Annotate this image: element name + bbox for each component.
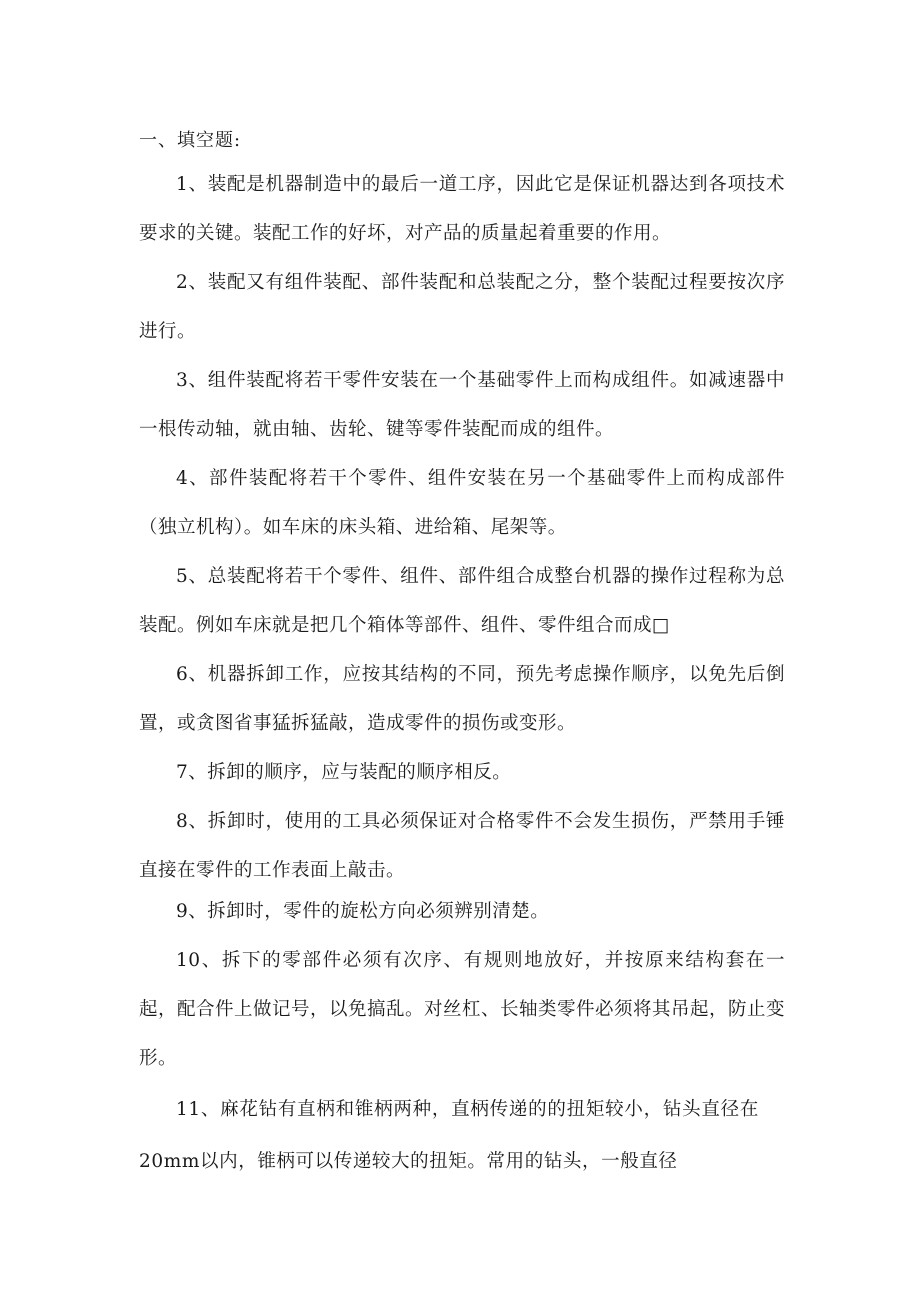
paragraph-6: 6、机器拆卸工作，应按其结构的不同，预先考虑操作顺序，以免先后倒置，或贪图省事猛拆猛敲，造成零件的损伤或变形。 bbox=[139, 664, 785, 734]
paragraph-1: 1、装配是机器制造中的最后一道工序，因此它是保证机器达到各项技术要求的关键。装配工作的好坏，对产品的质量起着重要的作用。 bbox=[139, 174, 785, 244]
paragraph-11: 11、麻花钻有直柄和锥柄两种，直柄传递的的扭矩较小，钻头直径在20mm以内，锥柄可以传递较大的扭矩。常用的钻头，一般直径 bbox=[139, 1099, 759, 1172]
paragraph-10: 10、拆下的零部件必须有次序、有规则地放好，并按原来结构套在一起，配合件上做记号，以免搞乱。对丝杠、长轴类零件必须将其吊起，防止变形。 bbox=[139, 950, 786, 1069]
paragraph-3: 3、组件装配将若干零件安装在一个基础零件上而构成组件。如减速器中一根传动轴，就由轴、齿轮、键等零件装配而成的组件。 bbox=[139, 370, 785, 440]
paragraph-9: 9、拆卸时，零件的旋松方向必须辨别清楚。 bbox=[176, 901, 550, 922]
paragraph-8: 8、拆卸时，使用的工具必须保证对合格零件不会发生损伤，严禁用手锤直接在零件的工作表面上敲击。 bbox=[139, 811, 785, 881]
section-title: 一、填空题: bbox=[139, 130, 242, 151]
paragraph-7: 7、拆卸的顺序，应与装配的顺序相反。 bbox=[176, 762, 512, 783]
paragraph-4: 4、部件装配将若干个零件、组件安装在另一个基础零件上而构成部件（独立机构）。如车床的床头箱、进给箱、尾架等。 bbox=[139, 468, 785, 538]
paragraph-2: 2、装配又有组件装配、部件装配和总装配之分，整个装配过程要按次序进行。 bbox=[139, 272, 785, 342]
paragraph-5: 5、总装配将若干个零件、组件、部件组合成整台机器的操作过程称为总装配。例如车床就是把几个箱体等部件、组件、零件组合而成□ bbox=[139, 566, 785, 636]
